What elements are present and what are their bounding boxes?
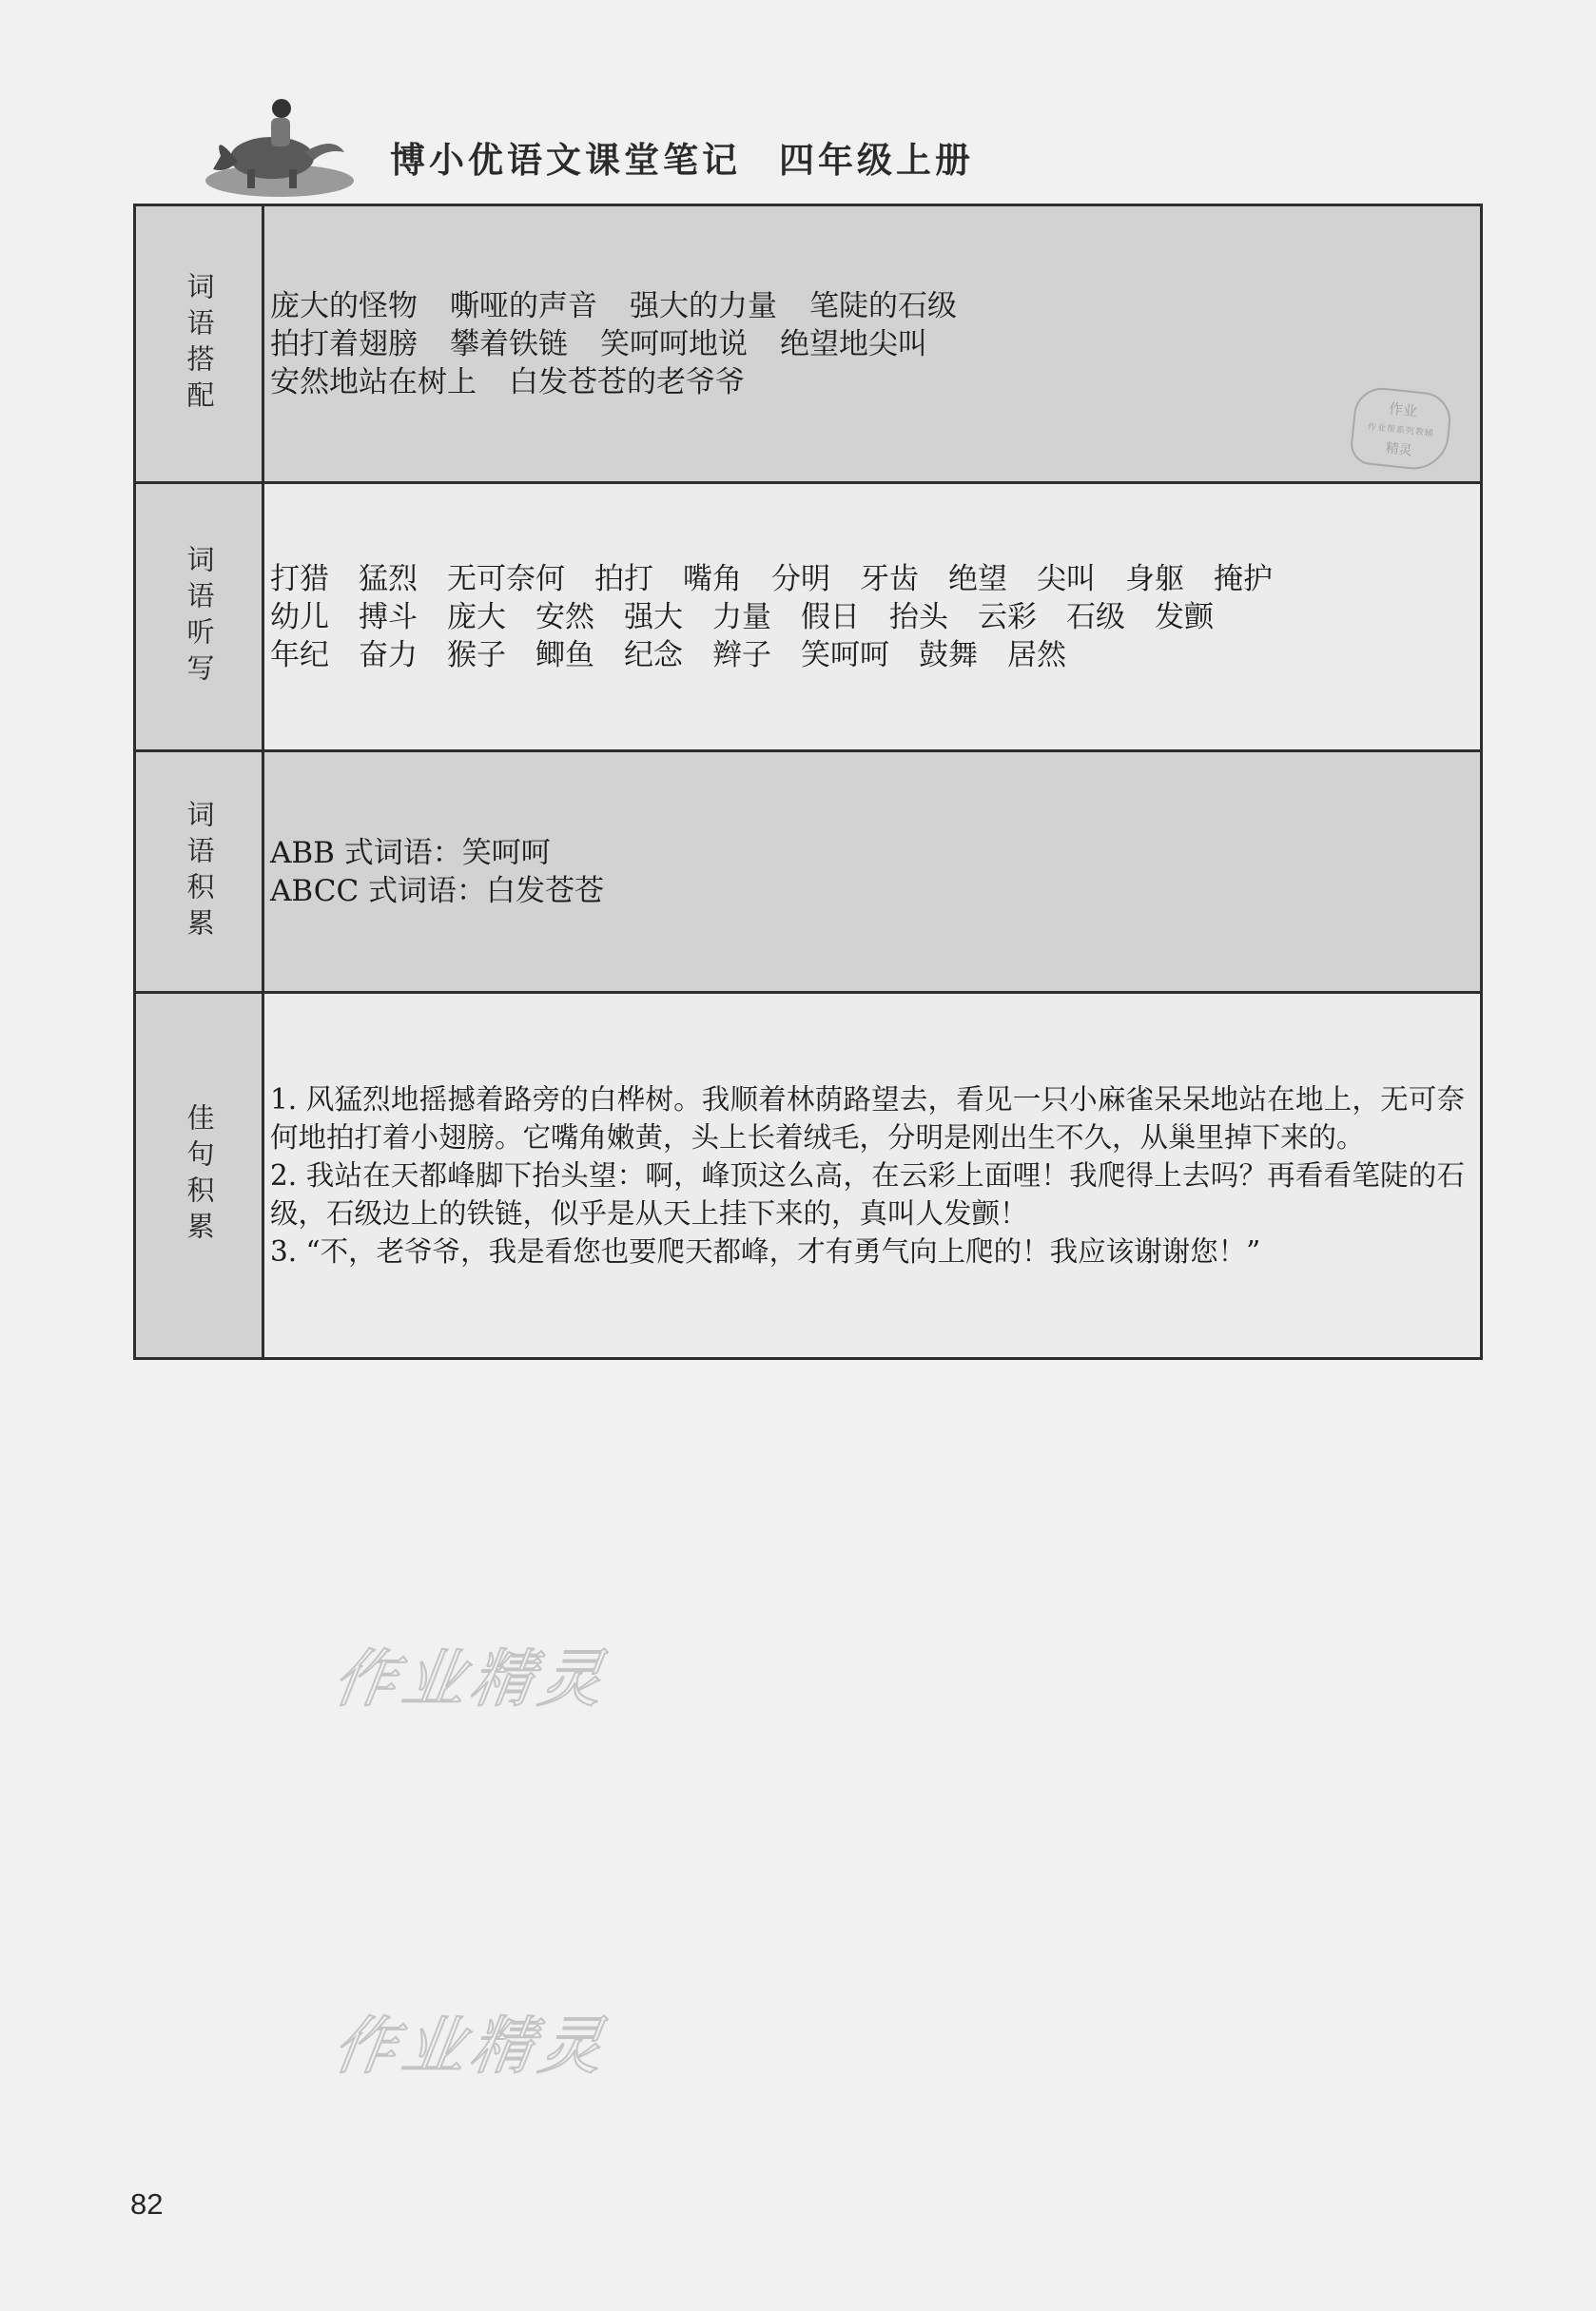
- book-series-title: 博小优语文课堂笔记: [390, 140, 741, 181]
- word: 无可奈何: [447, 561, 565, 596]
- notes-table: [133, 204, 1483, 1360]
- sentence-paragraph: 1. 风猛烈地摇撼着路旁的白桦树。我顺着林荫路望去，看见一只小麻雀呆呆地站在地上，无可奈何地拍打着小翅膀。它嘴角嫩黄，头上长着绒毛，分明是刚出生不久，从巢里掉下来的。: [270, 1083, 1465, 1154]
- section-word-accumulation: [136, 752, 1480, 994]
- word: 鼓舞: [919, 637, 978, 672]
- word-line: [270, 598, 1470, 636]
- word: 幼儿: [270, 599, 329, 634]
- phrase: 嘶哑的声音: [450, 288, 597, 323]
- word: 打猎: [270, 561, 329, 596]
- word: 居然: [1007, 637, 1066, 672]
- word: 安然: [535, 599, 594, 634]
- section-word-collocation: [136, 206, 1480, 484]
- phrase: 攀着铁链: [450, 326, 568, 361]
- word: 拍打: [594, 561, 653, 596]
- phrase: 绝望地尖叫: [780, 326, 927, 361]
- phrase: 庞大的怪物: [270, 288, 418, 323]
- word-line: [270, 287, 1470, 325]
- section-label: 词语积累: [136, 752, 264, 991]
- word-line: [270, 636, 1470, 674]
- word: 猛烈: [359, 561, 418, 596]
- word: 牙齿: [860, 561, 919, 596]
- word: 分明: [771, 561, 830, 596]
- word: 鲫鱼: [535, 637, 594, 672]
- section-label: 词语搭配: [136, 206, 264, 481]
- abb-words: ABB 式词语：笑呵呵: [270, 835, 551, 870]
- word: 嘴角: [683, 561, 742, 596]
- book-grade-title: 四年级上册: [779, 140, 974, 181]
- word: 强大: [624, 599, 683, 634]
- section-content: [264, 206, 1480, 481]
- word-line: [270, 560, 1470, 598]
- word: 假日: [801, 599, 860, 634]
- section-content: [264, 484, 1480, 749]
- abcc-words: ABCC 式词语：白发苍苍: [270, 873, 605, 908]
- watermark: 作业精灵: [328, 2010, 613, 2083]
- phrase: 白发苍苍的老爷爷: [509, 364, 745, 399]
- word: 猴子: [447, 637, 506, 672]
- word: 庞大: [447, 599, 506, 634]
- word: 纪念: [624, 637, 683, 672]
- word: 抬头: [889, 599, 948, 634]
- phrase: 拍打着翅膀: [270, 326, 418, 361]
- section-sentence-accumulation: [136, 994, 1480, 1357]
- word: 云彩: [978, 599, 1037, 634]
- word-line: [270, 363, 1470, 401]
- sentence-paragraph: 3. “不，老爷爷，我是看您也要爬天都峰，才有勇气向上爬的！我应该谢谢您！”: [270, 1235, 1261, 1268]
- child-riding-ox-icon: [202, 93, 354, 198]
- sentence-paragraph: 2. 我站在天都峰脚下抬头望：啊，峰顶这么高，在云彩上面哩！我爬得上去吗？再看看笔陡的石级，石级边上的铁链，似乎是从天上挂下来的，真叫人发颤！: [270, 1159, 1465, 1230]
- word: 掩护: [1214, 561, 1273, 596]
- phrase: 强大的力量: [630, 288, 777, 323]
- section-dictation: [136, 484, 1480, 752]
- word: 绝望: [948, 561, 1007, 596]
- word: 石级: [1066, 599, 1125, 634]
- word-line: [270, 325, 1470, 363]
- section-content: [264, 994, 1480, 1357]
- phrase: 安然地站在树上: [270, 364, 477, 399]
- section-content: [264, 752, 1480, 991]
- word: 发颤: [1155, 599, 1214, 634]
- word: 奋力: [359, 637, 418, 672]
- phrase: 笔陡的石级: [809, 288, 957, 323]
- word: 年纪: [270, 637, 329, 672]
- section-label: 词语听写: [136, 484, 264, 749]
- word: 尖叫: [1037, 561, 1096, 596]
- section-label: 佳句积累: [136, 994, 264, 1357]
- word: 力量: [712, 599, 771, 634]
- watermark: 作业精灵: [328, 1642, 613, 1716]
- word: 搏斗: [359, 599, 418, 634]
- seal-stamp: 作业 作业帮系列教辅 精灵: [1349, 385, 1453, 473]
- book-title: [390, 131, 974, 183]
- page-header: [0, 0, 1596, 204]
- phrase: 笑呵呵地说: [600, 326, 748, 361]
- page-number: 82: [130, 2187, 164, 2221]
- word: 辫子: [712, 637, 771, 672]
- word: 身躯: [1125, 561, 1184, 596]
- word: 笑呵呵: [801, 637, 889, 672]
